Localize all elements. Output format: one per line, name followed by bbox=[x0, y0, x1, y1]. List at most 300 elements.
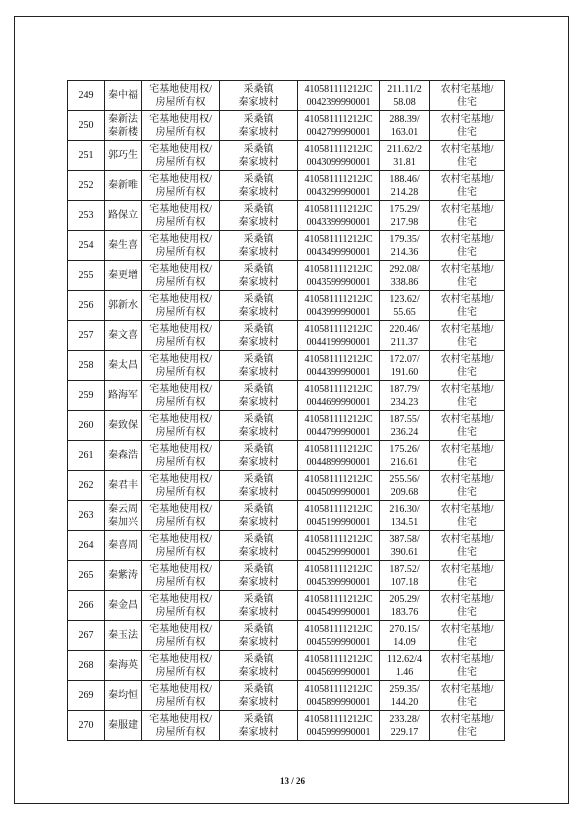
table-row bbox=[68, 231, 505, 261]
area-line: 191.60 bbox=[390, 366, 419, 378]
land-use bbox=[430, 291, 505, 321]
parcel-code-line: 410581111212JC bbox=[304, 443, 373, 455]
owner-name-line: 秦均恒 bbox=[108, 690, 138, 701]
parcel-code-line: 0044199990001 bbox=[306, 336, 371, 348]
right-type-line: 宅基地使用权/ bbox=[149, 233, 212, 245]
parcel-code-line: 410581111212JC bbox=[304, 413, 373, 425]
location-line: 采桑镇 bbox=[243, 173, 274, 185]
area-line: 172.07/ bbox=[389, 353, 420, 365]
right-type-line: 房屋所有权 bbox=[155, 576, 206, 588]
area-line: 179.35/ bbox=[389, 233, 420, 245]
area-line: 255.56/ bbox=[389, 473, 420, 485]
right-type bbox=[142, 81, 220, 111]
owner-name-line: 秦紫涛 bbox=[108, 570, 138, 581]
area bbox=[380, 561, 430, 591]
parcel-code bbox=[298, 381, 380, 411]
right-type bbox=[142, 381, 220, 411]
row-number: 256 bbox=[68, 291, 105, 321]
right-type-line: 房屋所有权 bbox=[155, 636, 206, 648]
area bbox=[380, 81, 430, 111]
area-line: 107.18 bbox=[390, 576, 419, 588]
parcel-code-line: 0043399990001 bbox=[306, 216, 371, 228]
parcel-code-line: 0043099990001 bbox=[306, 156, 371, 168]
owner-name bbox=[105, 681, 142, 711]
location-line: 秦家坡村 bbox=[238, 396, 279, 408]
right-type bbox=[142, 321, 220, 351]
right-type-line: 房屋所有权 bbox=[155, 726, 206, 738]
right-type-line: 宅基地使用权/ bbox=[149, 713, 212, 725]
owner-name bbox=[105, 81, 142, 111]
right-type-line: 房屋所有权 bbox=[155, 186, 206, 198]
land-use-line: 农村宅基地/ bbox=[440, 473, 494, 485]
table-row bbox=[68, 711, 505, 741]
right-type-line: 宅基地使用权/ bbox=[149, 353, 212, 365]
row-number: 258 bbox=[68, 351, 105, 381]
area-line: 183.76 bbox=[390, 606, 419, 618]
parcel-code-line: 410581111212JC bbox=[304, 173, 373, 185]
parcel-code bbox=[298, 411, 380, 441]
parcel-code-line: 0043499990001 bbox=[306, 246, 371, 258]
area-line: 216.61 bbox=[390, 456, 419, 468]
right-type-line: 房屋所有权 bbox=[155, 96, 206, 108]
property-rights-table bbox=[67, 80, 505, 741]
land-use-line: 住宅 bbox=[457, 546, 477, 558]
table-row bbox=[68, 501, 505, 531]
parcel-code-line: 0045399990001 bbox=[306, 576, 371, 588]
land-use-line: 住宅 bbox=[457, 666, 477, 678]
area-line: 144.20 bbox=[390, 696, 419, 708]
owner-name bbox=[105, 471, 142, 501]
right-type bbox=[142, 231, 220, 261]
table-row bbox=[68, 291, 505, 321]
land-use bbox=[430, 381, 505, 411]
right-type-line: 房屋所有权 bbox=[155, 546, 206, 558]
right-type bbox=[142, 411, 220, 441]
row-number: 266 bbox=[68, 591, 105, 621]
area bbox=[380, 231, 430, 261]
table-row bbox=[68, 561, 505, 591]
owner-name bbox=[105, 111, 142, 141]
land-use bbox=[430, 471, 505, 501]
parcel-code bbox=[298, 621, 380, 651]
row-number: 252 bbox=[68, 171, 105, 201]
row-number: 265 bbox=[68, 561, 105, 591]
owner-name bbox=[105, 381, 142, 411]
land-use-line: 住宅 bbox=[457, 696, 477, 708]
location-line: 采桑镇 bbox=[243, 623, 274, 635]
land-use-line: 农村宅基地/ bbox=[440, 503, 494, 515]
land-use-line: 农村宅基地/ bbox=[440, 143, 494, 155]
location bbox=[220, 171, 298, 201]
location-line: 采桑镇 bbox=[243, 293, 274, 305]
parcel-code bbox=[298, 81, 380, 111]
location-line: 采桑镇 bbox=[243, 203, 274, 215]
land-use-line: 农村宅基地/ bbox=[440, 173, 494, 185]
table-row bbox=[68, 441, 505, 471]
area bbox=[380, 111, 430, 141]
location-line: 采桑镇 bbox=[243, 503, 274, 515]
owner-name-line: 秦海英 bbox=[108, 660, 138, 671]
owner-name-line: 秦太昌 bbox=[108, 360, 138, 371]
area bbox=[380, 471, 430, 501]
land-use-line: 住宅 bbox=[457, 456, 477, 468]
parcel-code-line: 410581111212JC bbox=[304, 203, 373, 215]
parcel-code-line: 0045599990001 bbox=[306, 636, 371, 648]
table-body bbox=[68, 81, 505, 741]
right-type bbox=[142, 711, 220, 741]
location-line: 采桑镇 bbox=[243, 323, 274, 335]
parcel-code-line: 410581111212JC bbox=[304, 143, 373, 155]
location bbox=[220, 381, 298, 411]
right-type-line: 房屋所有权 bbox=[155, 216, 206, 228]
owner-name-line: 秦喜周 bbox=[108, 540, 138, 551]
owner-name bbox=[105, 561, 142, 591]
parcel-code-line: 0043599990001 bbox=[306, 276, 371, 288]
parcel-code bbox=[298, 591, 380, 621]
table-row bbox=[68, 531, 505, 561]
parcel-code-line: 410581111212JC bbox=[304, 503, 373, 515]
right-type-line: 房屋所有权 bbox=[155, 246, 206, 258]
land-use bbox=[430, 231, 505, 261]
area-line: 205.29/ bbox=[389, 593, 420, 605]
land-use-line: 农村宅基地/ bbox=[440, 263, 494, 275]
land-use bbox=[430, 111, 505, 141]
owner-name bbox=[105, 231, 142, 261]
right-type bbox=[142, 201, 220, 231]
area-line: 211.11/2 bbox=[387, 83, 422, 95]
right-type bbox=[142, 471, 220, 501]
right-type-line: 房屋所有权 bbox=[155, 606, 206, 618]
location-line: 秦家坡村 bbox=[238, 276, 279, 288]
parcel-code bbox=[298, 531, 380, 561]
parcel-code bbox=[298, 291, 380, 321]
owner-name-line: 秦玉法 bbox=[108, 630, 138, 641]
parcel-code-line: 410581111212JC bbox=[304, 713, 373, 725]
right-type-line: 宅基地使用权/ bbox=[149, 293, 212, 305]
row-number: 255 bbox=[68, 261, 105, 291]
land-use-line: 住宅 bbox=[457, 426, 477, 438]
parcel-code-line: 410581111212JC bbox=[304, 353, 373, 365]
right-type-line: 宅基地使用权/ bbox=[149, 143, 212, 155]
land-use-line: 农村宅基地/ bbox=[440, 413, 494, 425]
parcel-code bbox=[298, 441, 380, 471]
land-use-line: 农村宅基地/ bbox=[440, 713, 494, 725]
table-row bbox=[68, 321, 505, 351]
area-line: 31.81 bbox=[393, 156, 416, 168]
table-row bbox=[68, 261, 505, 291]
land-use-line: 住宅 bbox=[457, 96, 477, 108]
table-row bbox=[68, 111, 505, 141]
right-type-line: 房屋所有权 bbox=[155, 276, 206, 288]
page-number: 13 / 26 bbox=[279, 776, 305, 786]
area bbox=[380, 171, 430, 201]
right-type bbox=[142, 621, 220, 651]
right-type bbox=[142, 261, 220, 291]
location-line: 采桑镇 bbox=[243, 563, 274, 575]
area bbox=[380, 711, 430, 741]
area-line: 163.01 bbox=[390, 126, 419, 138]
land-use-line: 农村宅基地/ bbox=[440, 653, 494, 665]
parcel-code-line: 410581111212JC bbox=[304, 473, 373, 485]
location bbox=[220, 111, 298, 141]
location-line: 秦家坡村 bbox=[238, 336, 279, 348]
row-number: 253 bbox=[68, 201, 105, 231]
parcel-code-line: 0045699990001 bbox=[306, 666, 371, 678]
location-line: 采桑镇 bbox=[243, 233, 274, 245]
table-row bbox=[68, 171, 505, 201]
parcel-code-line: 0042399990001 bbox=[306, 96, 371, 108]
owner-name bbox=[105, 501, 142, 531]
land-use-line: 农村宅基地/ bbox=[440, 353, 494, 365]
row-number: 263 bbox=[68, 501, 105, 531]
land-use-line: 住宅 bbox=[457, 576, 477, 588]
owner-name bbox=[105, 321, 142, 351]
right-type-line: 宅基地使用权/ bbox=[149, 83, 212, 95]
area-line: 209.68 bbox=[390, 486, 419, 498]
location bbox=[220, 471, 298, 501]
land-use-line: 农村宅基地/ bbox=[440, 683, 494, 695]
right-type-line: 房屋所有权 bbox=[155, 156, 206, 168]
parcel-code-line: 0043299990001 bbox=[306, 186, 371, 198]
location-line: 秦家坡村 bbox=[238, 156, 279, 168]
location bbox=[220, 81, 298, 111]
owner-name bbox=[105, 261, 142, 291]
right-type-line: 房屋所有权 bbox=[155, 306, 206, 318]
parcel-code-line: 410581111212JC bbox=[304, 623, 373, 635]
area bbox=[380, 201, 430, 231]
row-number: 268 bbox=[68, 651, 105, 681]
area bbox=[380, 441, 430, 471]
parcel-code-line: 410581111212JC bbox=[304, 113, 373, 125]
table-row bbox=[68, 81, 505, 111]
area-line: 58.08 bbox=[393, 96, 416, 108]
area-line: 175.29/ bbox=[389, 203, 420, 215]
location-line: 采桑镇 bbox=[243, 143, 274, 155]
area bbox=[380, 321, 430, 351]
parcel-code-line: 0045899990001 bbox=[306, 696, 371, 708]
owner-name bbox=[105, 141, 142, 171]
area-line: 187.55/ bbox=[389, 413, 420, 425]
right-type-line: 宅基地使用权/ bbox=[149, 263, 212, 275]
owner-name-line: 路保立 bbox=[108, 210, 138, 221]
right-type-line: 宅基地使用权/ bbox=[149, 203, 212, 215]
parcel-code-line: 410581111212JC bbox=[304, 383, 373, 395]
land-use-line: 农村宅基地/ bbox=[440, 593, 494, 605]
owner-name-line: 郭巧生 bbox=[108, 150, 138, 161]
land-use-line: 农村宅基地/ bbox=[440, 203, 494, 215]
location-line: 采桑镇 bbox=[243, 113, 274, 125]
location-line: 秦家坡村 bbox=[238, 576, 279, 588]
owner-name-line: 秦君丰 bbox=[108, 480, 138, 491]
parcel-code-line: 410581111212JC bbox=[304, 83, 373, 95]
row-number: 269 bbox=[68, 681, 105, 711]
right-type-line: 宅基地使用权/ bbox=[149, 113, 212, 125]
land-use-line: 住宅 bbox=[457, 606, 477, 618]
land-use bbox=[430, 531, 505, 561]
location bbox=[220, 651, 298, 681]
parcel-code-line: 0045199990001 bbox=[306, 516, 371, 528]
land-use bbox=[430, 591, 505, 621]
location-line: 秦家坡村 bbox=[238, 426, 279, 438]
parcel-code-line: 0045099990001 bbox=[306, 486, 371, 498]
area-line: 1.46 bbox=[395, 666, 414, 678]
area-line: 123.62/ bbox=[389, 293, 420, 305]
right-type-line: 宅基地使用权/ bbox=[149, 473, 212, 485]
right-type-line: 宅基地使用权/ bbox=[149, 653, 212, 665]
row-number: 261 bbox=[68, 441, 105, 471]
land-use-line: 农村宅基地/ bbox=[440, 113, 494, 125]
right-type bbox=[142, 111, 220, 141]
location bbox=[220, 411, 298, 441]
row-number: 254 bbox=[68, 231, 105, 261]
parcel-code-line: 0044899990001 bbox=[306, 456, 371, 468]
owner-name-line: 秦金昌 bbox=[108, 600, 138, 611]
location bbox=[220, 561, 298, 591]
land-use-line: 住宅 bbox=[457, 216, 477, 228]
location bbox=[220, 441, 298, 471]
area bbox=[380, 651, 430, 681]
owner-name-line: 秦新楼 bbox=[108, 126, 138, 138]
row-number: 264 bbox=[68, 531, 105, 561]
owner-name bbox=[105, 291, 142, 321]
area-line: 214.36 bbox=[390, 246, 419, 258]
land-use-line: 住宅 bbox=[457, 186, 477, 198]
location bbox=[220, 591, 298, 621]
location-line: 秦家坡村 bbox=[238, 696, 279, 708]
land-use-line: 农村宅基地/ bbox=[440, 323, 494, 335]
parcel-code-line: 410581111212JC bbox=[304, 653, 373, 665]
right-type bbox=[142, 441, 220, 471]
parcel-code bbox=[298, 651, 380, 681]
parcel-code-line: 0045499990001 bbox=[306, 606, 371, 618]
row-number: 257 bbox=[68, 321, 105, 351]
owner-name bbox=[105, 531, 142, 561]
right-type bbox=[142, 531, 220, 561]
area-line: 112.62/4 bbox=[387, 653, 422, 665]
owner-name bbox=[105, 621, 142, 651]
right-type bbox=[142, 141, 220, 171]
right-type-line: 房屋所有权 bbox=[155, 126, 206, 138]
owner-name-line: 秦加兴 bbox=[108, 516, 138, 528]
location bbox=[220, 621, 298, 651]
owner-name bbox=[105, 441, 142, 471]
parcel-code-line: 0045299990001 bbox=[306, 546, 371, 558]
owner-name-line: 秦森浩 bbox=[108, 450, 138, 461]
right-type-line: 房屋所有权 bbox=[155, 336, 206, 348]
location-line: 秦家坡村 bbox=[238, 606, 279, 618]
parcel-code bbox=[298, 261, 380, 291]
land-use bbox=[430, 621, 505, 651]
owner-name bbox=[105, 711, 142, 741]
location-line: 采桑镇 bbox=[243, 83, 274, 95]
location-line: 秦家坡村 bbox=[238, 516, 279, 528]
area-line: 211.62/2 bbox=[387, 143, 422, 155]
area-line: 259.35/ bbox=[389, 683, 420, 695]
area-line: 338.86 bbox=[390, 276, 419, 288]
area-line: 390.61 bbox=[390, 546, 419, 558]
table-row bbox=[68, 381, 505, 411]
area-line: 55.65 bbox=[393, 306, 416, 318]
parcel-code bbox=[298, 111, 380, 141]
location-line: 秦家坡村 bbox=[238, 186, 279, 198]
land-use bbox=[430, 261, 505, 291]
table-row bbox=[68, 471, 505, 501]
area-line: 220.46/ bbox=[389, 323, 420, 335]
area bbox=[380, 531, 430, 561]
land-use-line: 住宅 bbox=[457, 636, 477, 648]
area-line: 270.15/ bbox=[389, 623, 420, 635]
parcel-code-line: 0044699990001 bbox=[306, 396, 371, 408]
land-use-line: 农村宅基地/ bbox=[440, 443, 494, 455]
land-use bbox=[430, 171, 505, 201]
right-type-line: 宅基地使用权/ bbox=[149, 173, 212, 185]
land-use-line: 住宅 bbox=[457, 156, 477, 168]
location-line: 秦家坡村 bbox=[238, 366, 279, 378]
area bbox=[380, 291, 430, 321]
land-use bbox=[430, 141, 505, 171]
area-line: 217.98 bbox=[390, 216, 419, 228]
land-use-line: 住宅 bbox=[457, 126, 477, 138]
parcel-code-line: 410581111212JC bbox=[304, 533, 373, 545]
parcel-code bbox=[298, 501, 380, 531]
location-line: 秦家坡村 bbox=[238, 456, 279, 468]
land-use-line: 住宅 bbox=[457, 516, 477, 528]
location-line: 秦家坡村 bbox=[238, 216, 279, 228]
area bbox=[380, 261, 430, 291]
parcel-code bbox=[298, 141, 380, 171]
parcel-code-line: 410581111212JC bbox=[304, 233, 373, 245]
location-line: 采桑镇 bbox=[243, 413, 274, 425]
parcel-code-line: 0044399990001 bbox=[306, 366, 371, 378]
land-use-line: 住宅 bbox=[457, 246, 477, 258]
land-use bbox=[430, 351, 505, 381]
area-line: 216.30/ bbox=[389, 503, 420, 515]
table-row bbox=[68, 141, 505, 171]
right-type-line: 房屋所有权 bbox=[155, 666, 206, 678]
location-line: 采桑镇 bbox=[243, 533, 274, 545]
area-line: 234.23 bbox=[390, 396, 419, 408]
right-type-line: 房屋所有权 bbox=[155, 516, 206, 528]
right-type-line: 房屋所有权 bbox=[155, 456, 206, 468]
parcel-code bbox=[298, 231, 380, 261]
location bbox=[220, 261, 298, 291]
location bbox=[220, 231, 298, 261]
right-type-line: 房屋所有权 bbox=[155, 696, 206, 708]
land-use-line: 住宅 bbox=[457, 396, 477, 408]
land-use-line: 农村宅基地/ bbox=[440, 563, 494, 575]
location-line: 采桑镇 bbox=[243, 683, 274, 695]
parcel-code-line: 0043999990001 bbox=[306, 306, 371, 318]
location-line: 秦家坡村 bbox=[238, 96, 279, 108]
parcel-code-line: 410581111212JC bbox=[304, 593, 373, 605]
table-row bbox=[68, 591, 505, 621]
owner-name bbox=[105, 171, 142, 201]
right-type-line: 宅基地使用权/ bbox=[149, 683, 212, 695]
location-line: 采桑镇 bbox=[243, 713, 274, 725]
parcel-code bbox=[298, 471, 380, 501]
land-use bbox=[430, 201, 505, 231]
owner-name-line: 秦文喜 bbox=[108, 330, 138, 341]
area-line: 288.39/ bbox=[389, 113, 420, 125]
right-type-line: 宅基地使用权/ bbox=[149, 413, 212, 425]
parcel-code-line: 410581111212JC bbox=[304, 323, 373, 335]
area bbox=[380, 351, 430, 381]
area bbox=[380, 411, 430, 441]
right-type bbox=[142, 651, 220, 681]
owner-name-line: 秦致保 bbox=[108, 420, 138, 431]
owner-name bbox=[105, 351, 142, 381]
location bbox=[220, 501, 298, 531]
